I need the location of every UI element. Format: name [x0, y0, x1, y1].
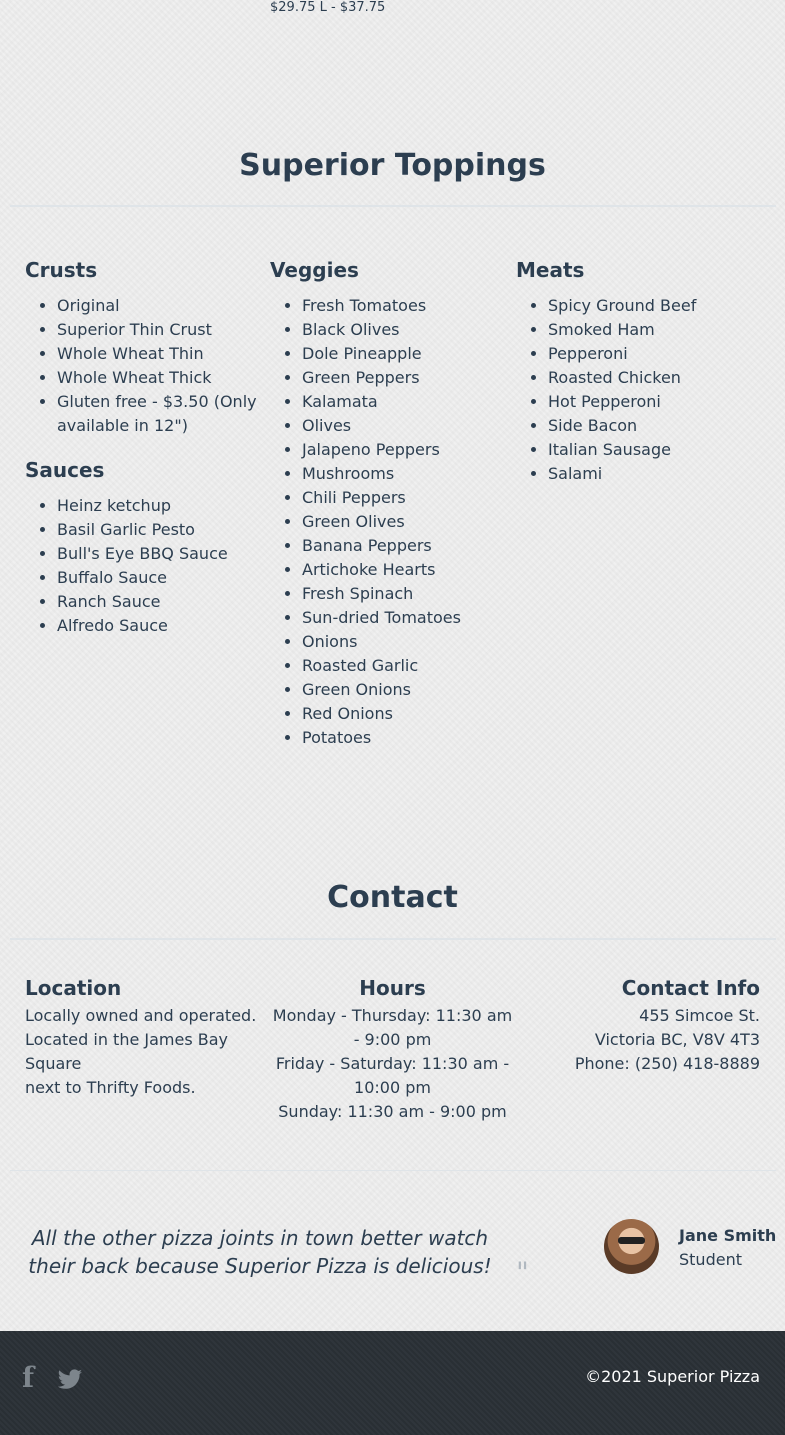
- list-item: • Hot Pepperoni: [548, 390, 766, 414]
- list-item: • Chili Peppers: [302, 486, 510, 510]
- list-item: • Green Olives: [302, 510, 510, 534]
- list-item: • Roasted Garlic: [302, 654, 510, 678]
- list-item: • Smoked Ham: [548, 318, 766, 342]
- list-item: • Side Bacon: [548, 414, 766, 438]
- list-item: • Fresh Spinach: [302, 582, 510, 606]
- quote-mark-icon: ": [516, 1256, 529, 1289]
- location-column: [25, 976, 265, 1100]
- testimonial-divider: [10, 1170, 776, 1171]
- veggies-heading: Veggies: [270, 258, 359, 282]
- veggies-list: [270, 294, 510, 750]
- sauces-list: [25, 494, 265, 638]
- list-item: • Banana Peppers: [302, 534, 510, 558]
- list-item: • Alfredo Sauce: [57, 614, 265, 638]
- location-heading: Location: [25, 976, 122, 1000]
- crusts-heading: Crusts: [25, 258, 98, 282]
- crusts-list: [25, 294, 265, 438]
- toppings-title: Superior Toppings: [239, 148, 546, 183]
- list-item: • Sun-dried Tomatoes: [302, 606, 510, 630]
- list-item: • Roasted Chicken: [548, 366, 766, 390]
- list-item: • Red Onions: [302, 702, 510, 726]
- hours-line: Sunday: 11:30 am - 9:00 pm: [278, 1102, 507, 1121]
- toppings-divider: [10, 205, 776, 207]
- hours-column: [270, 976, 515, 1124]
- list-item: • Black Olives: [302, 318, 510, 342]
- testimonial-author-role: Student: [679, 1250, 742, 1269]
- price-line: $29.75 L - $37.75: [270, 0, 386, 15]
- hours-heading: Hours: [359, 976, 426, 1000]
- list-item: • Italian Sausage: [548, 438, 766, 462]
- twitter-icon[interactable]: [56, 1369, 84, 1391]
- list-item: • Kalamata: [302, 390, 510, 414]
- list-item: • Mushrooms: [302, 462, 510, 486]
- list-item: • Whole Wheat Thick: [57, 366, 265, 390]
- list-item: • Green Onions: [302, 678, 510, 702]
- location-line: Located in the James Bay Square: [25, 1030, 229, 1073]
- list-item: • Onions: [302, 630, 510, 654]
- list-item: • Original: [57, 294, 265, 318]
- copyright: ©2021 Superior Pizza: [585, 1367, 760, 1386]
- list-item: • Artichoke Hearts: [302, 558, 510, 582]
- address-line: 455 Simcoe St.: [639, 1006, 760, 1025]
- list-item: • Buffalo Sauce: [57, 566, 265, 590]
- phone-line: Phone: (250) 418-8889: [574, 1054, 760, 1073]
- veggies-column: [270, 258, 510, 750]
- crusts-column: [25, 258, 265, 638]
- location-line: next to Thrifty Foods.: [25, 1078, 196, 1097]
- list-item: • Basil Garlic Pesto: [57, 518, 265, 542]
- location-line: Locally owned and operated.: [25, 1006, 257, 1025]
- list-item: • Ranch Sauce: [57, 590, 265, 614]
- city-line: Victoria BC, V8V 4T3: [594, 1030, 760, 1049]
- list-item: • Heinz ketchup: [57, 494, 265, 518]
- hours-line: Monday - Thursday: 11:30 am - 9:00 pm: [272, 1006, 513, 1049]
- contact-title: Contact: [327, 880, 458, 915]
- facebook-icon[interactable]: f: [22, 1361, 35, 1394]
- meats-column: [516, 258, 766, 486]
- sauces-block: [25, 458, 265, 638]
- list-item: • Fresh Tomatoes: [302, 294, 510, 318]
- list-item: • Bull's Eye BBQ Sauce: [57, 542, 265, 566]
- contact-divider: [10, 938, 776, 940]
- meats-heading: Meats: [516, 258, 585, 282]
- list-item: • Green Peppers: [302, 366, 510, 390]
- list-item: • Dole Pineapple: [302, 342, 510, 366]
- testimonial-author-name: Jane Smith: [679, 1226, 777, 1245]
- list-item: • Superior Thin Crust: [57, 318, 265, 342]
- list-item: • Jalapeno Peppers: [302, 438, 510, 462]
- avatar: [604, 1219, 659, 1274]
- sauces-heading: Sauces: [25, 458, 105, 482]
- footer: [0, 1331, 785, 1435]
- hours-line: Friday - Saturday: 11:30 am - 10:00 pm: [275, 1054, 510, 1097]
- list-item: • Potatoes: [302, 726, 510, 750]
- contact-info-heading: Contact Info: [621, 976, 760, 1000]
- list-item: • Olives: [302, 414, 510, 438]
- contact-info-column: [520, 976, 760, 1076]
- testimonial-quote: All the other pizza joints in town better watch their back because Superior Pizza is delicious!: [28, 1226, 492, 1278]
- list-item: • Salami: [548, 462, 766, 486]
- list-item: • Whole Wheat Thin: [57, 342, 265, 366]
- meats-list: [516, 294, 766, 486]
- list-item: • Gluten free - $3.50 (Only available in 12"): [57, 390, 265, 438]
- list-item: • Pepperoni: [548, 342, 766, 366]
- list-item: • Spicy Ground Beef: [548, 294, 766, 318]
